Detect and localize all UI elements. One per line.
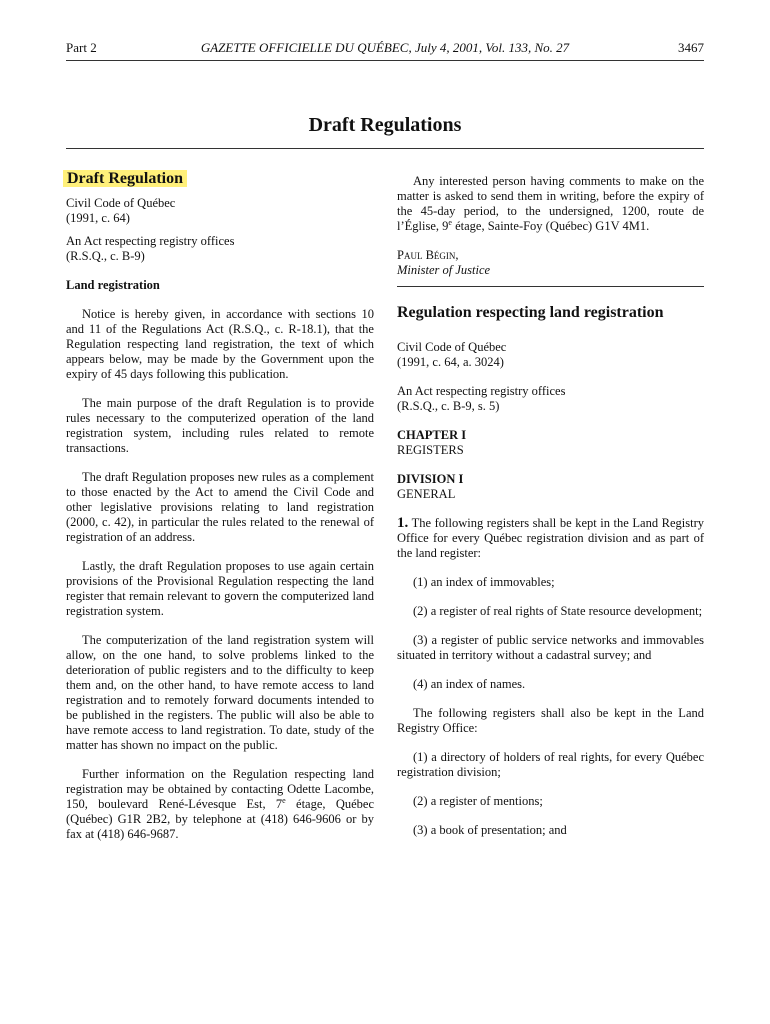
section-text: The following registers shall be kept in the Land Registry Office for every Québec registration division and as part of the land register:	[397, 516, 704, 560]
list-item: (3) a book of presentation; and	[413, 823, 567, 837]
section-divider	[397, 286, 704, 287]
running-header	[66, 40, 704, 61]
paragraph: Notice is hereby given, in accordance with sections 10 and 11 of the Regulations Act (R.S.Q., c. R-18.1), that the Regulation respecting land registration, the text of which appears below, may be made by the Government upon the expiry of 45 days following this publication.	[66, 307, 374, 381]
left-column	[66, 170, 374, 842]
title-divider	[66, 148, 704, 149]
list-item: (4) an index of names.	[413, 677, 526, 691]
paragraph: The computerization of the land registration system will allow, on the one hand, to solve problems linked to the deterioration of public registers and to the difficulty to keep them and, on the other hand, to have remote access to land registration and to remotely forward documents intended to be published in the registers. The public will also be able to have remote access to land registration. To date, study of the matter has shown no impact on the public.	[66, 633, 374, 752]
also-registers-text: The following registers shall also be kept in the Land Registry Office:	[397, 706, 704, 735]
list-item: (2) a register of real rights of State resource development;	[413, 604, 703, 618]
signer-title: Minister of Justice	[397, 263, 491, 277]
text-run: Any interested person having comments to make on the matter is asked to send them in writing, before the expiry of the 45-day period, to the undersigned, 1200, route de l’Église, 9	[397, 174, 704, 233]
text-run: étage, Québec (Québec) G1R 2B2, by telephone at (418) 646-9606 or by fax at (418) 646-9687.	[66, 797, 374, 841]
division-number: DIVISION I	[397, 472, 464, 486]
text-run: étage, Sainte-Foy (Québec) G1V 4M1.	[451, 219, 650, 233]
header-title: GAZETTE OFFICIELLE DU QUÉBEC, July 4, 2001, Vol. 133, No. 27	[200, 40, 570, 55]
header-page-number: 3467	[678, 40, 704, 55]
ref-line: (1991, c. 64, a. 3024)	[397, 355, 504, 369]
draft-regulation-heading: Draft Regulation	[63, 170, 187, 187]
ref-registry-act	[397, 384, 704, 414]
text-run: Further information on the Regulation respecting land registration may be obtained by contacting Odette Lacombe, 150, boulevard René-Lévesque Est, 7	[66, 767, 374, 811]
chapter-title: REGISTERS	[397, 443, 464, 457]
subject-heading: Land registration	[66, 278, 160, 292]
right-column	[397, 174, 704, 838]
contact-paragraph	[66, 767, 374, 842]
list-item: (2) a register of mentions;	[413, 794, 543, 808]
paragraph: Lastly, the draft Regulation proposes to use again certain provisions of the Provisional Regulation respecting the land register that remain relevant to govern the computerized land registration system.	[66, 559, 374, 618]
ref-line: Civil Code of Québec	[66, 196, 176, 210]
list-item: (3) a register of public service networks and immovables situated in territory without a cadastral survey; and	[397, 633, 704, 662]
ref-civil-code	[397, 340, 704, 370]
superscript: e	[282, 795, 286, 805]
ref-line: An Act respecting registry offices	[397, 384, 566, 398]
ref-line: Civil Code of Québec	[397, 340, 507, 354]
signer-name: Paul Bégin,	[397, 248, 459, 262]
page-title: Draft Regulations	[308, 114, 462, 136]
ref-line: (R.S.Q., c. B-9, s. 5)	[397, 399, 500, 413]
header-part: Part 2	[66, 40, 97, 55]
chapter-number: CHAPTER I	[397, 428, 467, 442]
ref-registry-act	[66, 234, 374, 264]
paragraph: The draft Regulation proposes new rules as a complement to those enacted by the Act to amend the Civil Code and other legislative provisions relating to land registration (2000, c. 42), in particular the rules related to the renewal of registration of an address.	[66, 470, 374, 544]
list-item: (1) a directory of holders of real rights, for every Québec registration division;	[397, 750, 704, 779]
ref-civil-code	[66, 196, 374, 226]
section-number: 1.	[397, 515, 409, 531]
division-title: GENERAL	[397, 487, 456, 501]
paragraph: The main purpose of the draft Regulation is to provide rules necessary to the computerized operation of the land registration system, including rules related to remote transactions.	[66, 396, 374, 455]
regulation-title: Regulation respecting land registration	[397, 304, 664, 321]
superscript: e	[448, 217, 452, 227]
section-1	[397, 516, 704, 561]
comments-paragraph	[397, 174, 704, 234]
ref-line: (R.S.Q., c. B-9)	[66, 249, 145, 263]
ref-line: (1991, c. 64)	[66, 211, 130, 225]
ref-line: An Act respecting registry offices	[66, 234, 235, 248]
list-item: (1) an index of immovables;	[413, 575, 555, 589]
